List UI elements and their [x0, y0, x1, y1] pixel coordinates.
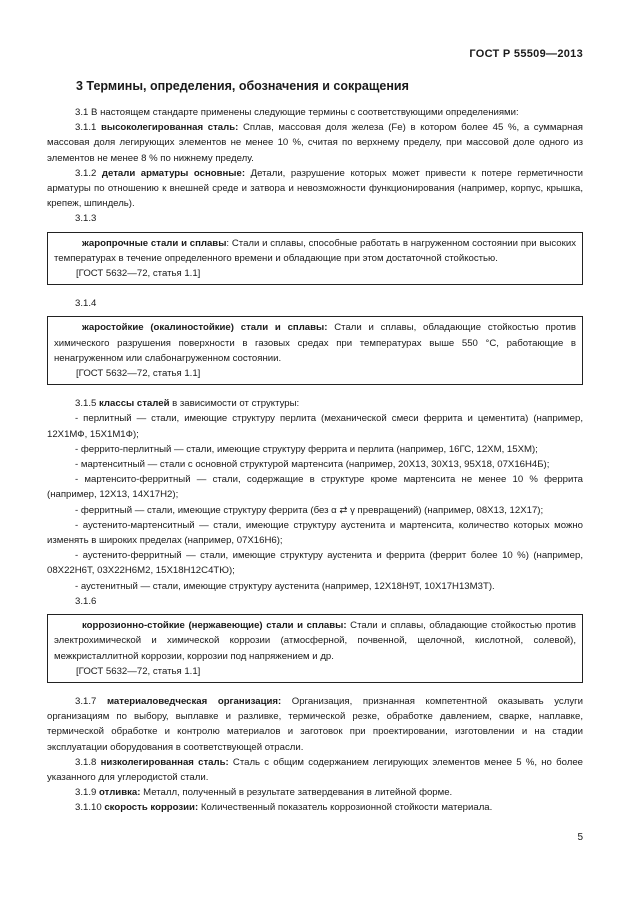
term: жаропрочные стали и сплавы: [82, 237, 227, 249]
standard-code: ГОСТ Р 55509—2013: [469, 48, 583, 60]
section-title: 3 Термины, определения, обозначения и сокращения: [76, 79, 409, 93]
definition: Сталь с общим содержанием легирующих элементов менее 5 %, но более указанного для углеродистой стали.: [47, 756, 583, 783]
definition: Сплав, массовая доля железа (Fe) в котором более 45 %, а суммарная массовая доля легирующих элементов не менее 10 %, считая по верхнему пределу, при массовой доле одного из элементов не менее 8 % по нижнему пределу.: [47, 122, 583, 164]
paragraph-3-1-10: [47, 800, 583, 815]
clause-number: 3.1.2: [75, 167, 102, 179]
paragraph-3-1-1: [47, 120, 583, 166]
term: низколегированная сталь:: [100, 756, 229, 768]
definition: Стали и сплавы, обладающие стойкостью против электрохимической и химической коррозии (атмосферной, почвенной, щелочной, кислотной, солевой), межкристаллитной коррозии, коррозии под напряжением и др.: [54, 620, 576, 662]
term: высоколегированная сталь:: [100, 122, 239, 134]
quoted-term-box-1: [47, 232, 583, 286]
definition: : Стали и сплавы, способные работать в нагруженном состоянии при высоких температурах в течение определенного времени и обладающие при этом достаточной стойкостью.: [54, 237, 576, 264]
list-item: - ферритный — стали, имеющие структуру феррита (без α ⇄ γ превращений) (например, 08Х13, 12Х17);: [75, 504, 544, 516]
clause-number: 3.1.9: [75, 787, 100, 799]
list-item: - мартенситный — стали с основной структурой мартенсита (например, 20Х13, 30Х13, 95Х18, 07Х16Н4Б);: [75, 459, 550, 471]
term: скорость коррозии:: [104, 802, 199, 814]
list-item: - аустенито-ферритный — стали, имеющие структуру аустенита и феррита (феррит более 10 %) (например, 08Х22Н6Т, 03Х22Н6М2, 15Х18Н12С4ТЮ);: [47, 550, 583, 577]
list-item: - мартенсито-ферритный — стали, содержащие в структуре кроме мартенсита не менее 10 % феррита (например, 12Х13, 14Х17Н2);: [47, 474, 583, 501]
quoted-definition: [54, 236, 576, 266]
definition: Количественный показатель коррозионной стойкости материала.: [198, 802, 493, 814]
definition: Детали, разрушение которых может привести к потере герметичности арматуры по отношению к внешней среде и затвора и невозможности функционирования (например, корпус, крышка, крепеж, шпиндель).: [47, 167, 583, 210]
paragraph-3-1-7: [47, 694, 583, 755]
quoted-term-box-3: [47, 614, 583, 683]
paragraph-3-1-2: [47, 166, 583, 212]
source-reference: [ГОСТ 5632—72, статья 1.1]: [76, 268, 201, 280]
term: жаростойкие (окалиностойкие) стали и сплавы:: [82, 322, 328, 334]
definition: Стали и сплавы, обладающие стойкостью против химического разрушения поверхности в газовых средах при температурах выше 550 °С, работающие в ненагруженном или слабонагруженном состоянии.: [54, 322, 576, 364]
clause-number-3-1-3: 3.1.3: [75, 213, 97, 225]
quoted-term-box-2: [47, 316, 583, 385]
paragraph-3-1: 3.1 В настоящем стандарте применены следующие термины с соответствующими определениями:: [75, 107, 519, 118]
clause-number-3-1-6: 3.1.6: [75, 595, 97, 607]
quoted-definition: [54, 320, 576, 366]
list-item: - аустенитный — стали, имеющие структуру аустенита (например, 12Х18Н9Т, 10Х17Н13М3Т).: [75, 580, 495, 592]
source-reference: [ГОСТ 5632—72, статья 1.1]: [76, 665, 201, 677]
quoted-definition: [54, 618, 576, 664]
list-item: - феррито-перлитный — стали, имеющие структуру феррита и перлита (например, 16ГС, 12ХМ, 15ХМ);: [75, 443, 538, 455]
page-number: 5: [577, 832, 583, 843]
definition: Металл, полученный в результате затвердевания в литейной форме.: [140, 787, 453, 799]
clause-number: 3.1.10: [75, 802, 105, 814]
list-item: - перлитный — стали, имеющие структуру перлита (механической смеси феррита и цементита) (например, 12Х1МФ, 15Х1М1Ф);: [47, 413, 583, 440]
paragraph-3-1-9: [47, 785, 583, 800]
paragraph-3-1-5: [47, 396, 583, 411]
term: отливка:: [99, 787, 141, 799]
clause-number: 3.1.1: [75, 122, 101, 134]
clause-number: 3.1.7: [75, 695, 107, 707]
clause-number: 3.1.5: [75, 398, 100, 410]
term: классы сталей: [99, 398, 170, 410]
term: материаловедческая организация:: [106, 695, 282, 707]
document-body: [47, 105, 583, 816]
list-item: - аустенито-мартенситный — стали, имеющие структуру аустенита и мартенсита, количество которых можно изменять в широких пределах (например, 07Х16Н6);: [47, 519, 583, 547]
term: детали арматуры основные:: [101, 167, 246, 179]
clause-number: 3.1.8: [75, 756, 101, 768]
definition: Организация, признанная компетентной оказывать услуги организациям по выбору, выплавке и разливке, термической резке, обработке давлением, сварке, наплавке, термической обработке и контролю материалов и заготовок при проектировании, изготовлении и на стадии эксплуатации оборудования в соответствующей отрасли.: [47, 695, 583, 753]
term: коррозионно-стойкие (нержавеющие) стали и сплавы:: [82, 620, 347, 632]
source-reference: [ГОСТ 5632—72, статья 1.1]: [76, 368, 201, 380]
clause-number-3-1-4: 3.1.4: [75, 298, 97, 310]
definition: в зависимости от структуры:: [169, 398, 300, 410]
paragraph-3-1-8: [47, 755, 583, 785]
